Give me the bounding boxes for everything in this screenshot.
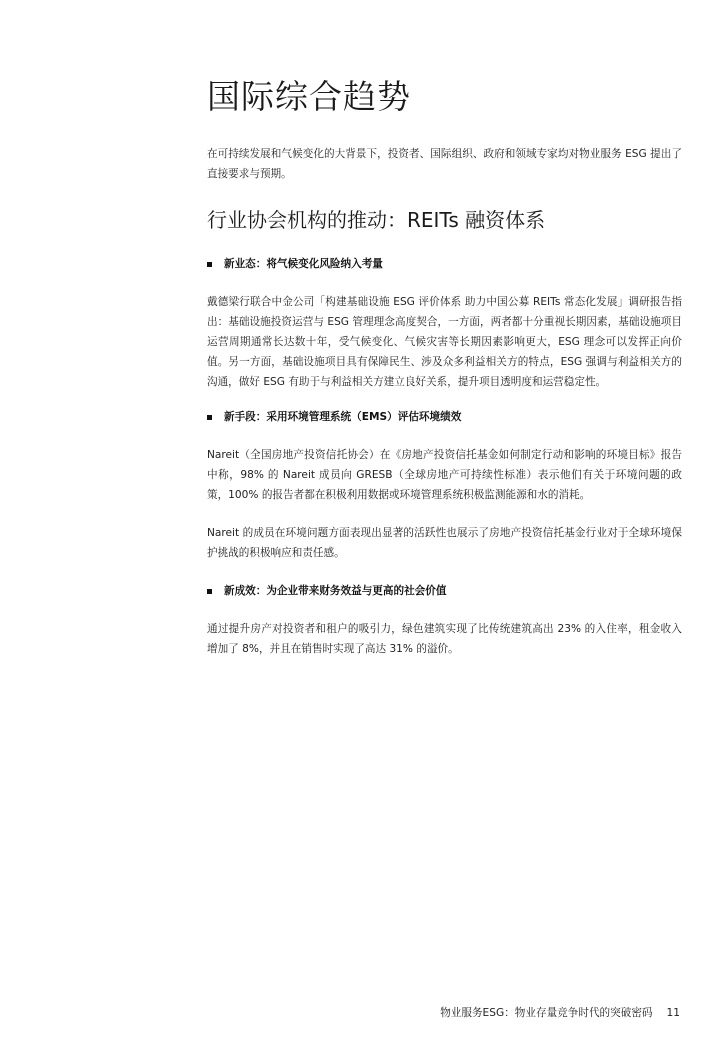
bullet-square-icon bbox=[207, 415, 212, 420]
section-heading: 行业协会机构的推动：REITs 融资体系 bbox=[207, 208, 546, 232]
bullet-square-icon bbox=[207, 589, 212, 594]
bullet-heading-text: 新业态：将气候变化风险纳入考量 bbox=[224, 258, 383, 270]
bullet-heading-new-means bbox=[207, 408, 461, 426]
bullet-square-icon bbox=[207, 262, 212, 267]
bullet-heading-new-format bbox=[207, 255, 383, 273]
intro-paragraph: 在可持续发展和气候变化的大背景下，投资者、国际组织、政府和领域专家均对物业服务 ESG 提出了直接要求与预期。 bbox=[207, 148, 682, 180]
paragraph-nareit-report: Nareit（全国房地产投资信托协会）在《房地产投资信托基金如何制定行动和影响的环境目标》报告中称，98% 的 Nareit 成员向 GRESB（全球房地产可持续性标准）表示他们有关于环境问题的政策，100% 的报告者都在积极利用数据或环境管理系统积极监测能源和水的消耗。 bbox=[207, 449, 682, 501]
bullet-heading-new-results bbox=[207, 582, 446, 600]
bullet-heading-text: 新成效：为企业带来财务效益与更高的社会价值 bbox=[224, 585, 447, 597]
paragraph-nareit-members: Nareit 的成员在环境问题方面表现出显著的活跃性也展示了房地产投资信托基金行业对于全球环境保护挑战的积极响应和责任感。 bbox=[207, 527, 682, 559]
page-footer bbox=[440, 1005, 680, 1021]
page-number: 11 bbox=[666, 1007, 680, 1019]
page-title: 国际综合趋势 bbox=[207, 77, 411, 116]
paragraph-green-building: 通过提升房产对投资者和租户的吸引力，绿色建筑实现了比传统建筑高出 23% 的入住率，租金收入增加了 8%，并且在销售时实现了高达 31% 的溢价。 bbox=[207, 623, 682, 655]
bullet-heading-text: 新手段：采用环境管理系统（EMS）评估环境绩效 bbox=[224, 411, 462, 423]
paragraph-cushman-report: 戴德梁行联合中金公司「构建基础设施 ESG 评价体系 助力中国公募 REITs 常态化发展」调研报告指出：基础设施投资运营与 ESG 管理理念高度契合，一方面，两者都十分重视长期因素，基础设施项目运营周期通常长达数十年，受气候变化、气候灾害等长期因素影响更大，ESG 理念可以发挥正向价值。另一方面，基础设施项目具有保障民生、涉及众多利益相关方的特点，ESG 强调与利益相关方的沟通，做好 ESG 有助于与利益相关方建立良好关系，提升项目透明度和运营稳定性。 bbox=[207, 296, 682, 388]
footer-title: 物业服务ESG：物业存量竞争时代的突破密码 bbox=[440, 1007, 653, 1019]
